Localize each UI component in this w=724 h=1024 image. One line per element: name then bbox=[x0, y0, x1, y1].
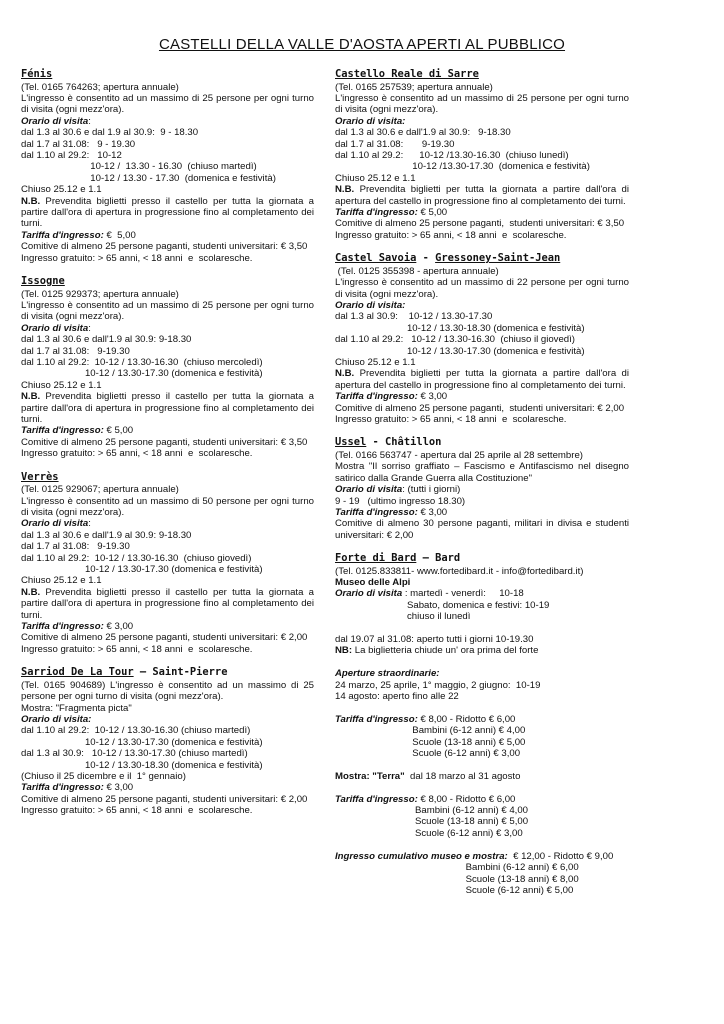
text-line: 10-12 / 13.30-17.30 (domenica e festività) bbox=[21, 736, 263, 748]
section-issogne bbox=[21, 275, 314, 460]
text-line bbox=[335, 300, 629, 311]
text-line: dal 1.7 al 31.08: 9-19.30 bbox=[21, 541, 130, 553]
value: : (tutti i giorni) bbox=[402, 484, 461, 496]
text-line bbox=[335, 577, 629, 588]
label: Mostra: "Terra" bbox=[335, 770, 405, 782]
text-line bbox=[335, 839, 629, 850]
text-line bbox=[21, 116, 314, 127]
text-line: Comitive di almeno 25 persone paganti, studenti universitari: € 2,00 bbox=[335, 402, 625, 414]
text-line: (Tel. 0165 257539; apertura annuale) bbox=[335, 81, 493, 93]
text-line: 10-12 / 13.30-18.30 (domenica e festività) bbox=[21, 759, 263, 771]
text-line: L'ingresso è consentito ad un massimo di 25 persone per ogni turno di visita (ogni mezz'ora). bbox=[21, 92, 314, 116]
text-line: Ingresso gratuito: > 65 anni, < 18 anni e scolaresche. bbox=[21, 448, 253, 460]
text-line: Chiuso 25.12 e 1.1 bbox=[21, 184, 102, 196]
label: Orario di visita bbox=[21, 518, 89, 530]
section-title-part: Sarriod De La Tour bbox=[21, 666, 134, 679]
value: dal 18 marzo al 31 agosto bbox=[404, 770, 521, 782]
text-line: Ingresso gratuito: > 65 anni, < 18 anni e scolaresche. bbox=[21, 643, 253, 655]
text-line: Comitive di almeno 25 persone paganti, studenti universitari: € 3,50 bbox=[335, 218, 625, 230]
label: Orario di visita: bbox=[335, 299, 406, 311]
text-line: 10-12 / 13.30 - 16.30 (chiuso martedì) bbox=[21, 161, 257, 173]
section-forte-di-bard-bard bbox=[335, 552, 629, 896]
text-line bbox=[335, 391, 629, 402]
text-line: (Tel. 0125 929067; apertura annuale) bbox=[21, 484, 179, 496]
text-line: dal 1.10 al 29.2: 10-12 / 13.30-16.30 (chiuso giovedì) bbox=[21, 552, 252, 564]
value: € 8,00 - Ridotto € 6,00 bbox=[417, 713, 516, 725]
label: Tariffa d'ingresso: bbox=[335, 506, 418, 518]
text-line: Scuole (13-18 anni) € 5,00 bbox=[335, 736, 526, 748]
section-castello-reale-di-sarre bbox=[335, 68, 629, 241]
label: Tariffa d'ingresso: bbox=[335, 713, 418, 725]
text-line: dal 1.10 al 29.2: 10-12 / 13.30-16.30 (chiuso mercoledì) bbox=[21, 356, 263, 368]
text-line: Ingresso gratuito: > 65 anni, < 18 anni e scolaresche. bbox=[21, 805, 253, 817]
text-line: Ingresso gratuito: > 65 anni, < 18 anni e scolaresche. bbox=[335, 229, 567, 241]
text-line: Scuole (6-12 anni) € 3,00 bbox=[335, 748, 521, 760]
text-line bbox=[335, 368, 629, 391]
text-line: Comitive di almeno 25 persone paganti, studenti universitari: € 3,50 bbox=[21, 436, 308, 448]
text-line bbox=[335, 771, 629, 782]
value: € 12,00 - Ridotto € 9,00 bbox=[507, 850, 614, 862]
text-line bbox=[335, 668, 629, 679]
section-fenis bbox=[21, 68, 314, 264]
label: Tariffa d'ingresso: bbox=[21, 782, 104, 794]
section-title-part: - bbox=[416, 252, 436, 265]
text-line bbox=[335, 207, 629, 218]
text-line: Scuole (13-18 anni) € 8,00 bbox=[335, 873, 579, 885]
section-title-part: – Bard bbox=[416, 552, 461, 565]
text-line: 10-12 /13.30-17.30 (domenica e festività) bbox=[335, 161, 590, 173]
text-line: Bambini (6-12 anni) € 6,00 bbox=[335, 862, 579, 874]
text-line: Mostra "Il sorriso graffiato – Fascismo e Antifascismo nel disegno satirico dalla Grande Guerra alla Costituzione" bbox=[335, 461, 629, 484]
section-title-part: Ussel bbox=[335, 436, 367, 449]
text-line: (Tel. 0166 563747 - apertura dal 25 aprile al 28 settembre) bbox=[335, 449, 583, 461]
text-line: dal 1.7 al 31.08: 9-19.30 bbox=[21, 345, 130, 357]
value: € 5,00 bbox=[103, 229, 136, 241]
text-line: Bambini (6-12 anni) € 4,00 bbox=[335, 725, 526, 737]
label: Orario di visita bbox=[21, 322, 89, 334]
text-line: (Tel. 0165 764263; apertura annuale) bbox=[21, 81, 179, 93]
text-line bbox=[335, 484, 629, 495]
text-line: 14 agosto: aperto fino alle 22 bbox=[335, 691, 459, 703]
value: : bbox=[88, 115, 91, 127]
text-line: Chiuso 25.12 e 1.1 bbox=[21, 575, 102, 587]
text-line: Sabato, domenica e festivi: 10-19 bbox=[335, 599, 550, 611]
label: Museo delle Alpi bbox=[335, 577, 411, 589]
text-line bbox=[335, 184, 629, 207]
text-line bbox=[21, 518, 314, 529]
label: Tariffa d'ingresso: bbox=[335, 391, 418, 403]
text-line: L'ingresso è consentito ad un massimo di 50 persone per ogni turno di visita (ogni mezz'ora). bbox=[21, 495, 314, 518]
text-line: 10-12 / 13.30-18.30 (domenica e festività) bbox=[335, 322, 585, 334]
text-line: L'ingresso è consentito ad un massimo di 25 persone per ogni turno di visita (ogni mezz'ora). bbox=[21, 299, 314, 323]
text-line bbox=[335, 714, 629, 725]
text-line: 10-12 / 13.30-17.30 (domenica e festività) bbox=[335, 345, 585, 357]
text-line bbox=[21, 323, 314, 334]
text-line: Bambini (6-12 anni) € 4,00 bbox=[335, 805, 529, 817]
text-line: Comitive di almeno 25 persone paganti, studenti universitari: € 3,50 bbox=[21, 241, 308, 253]
value: : martedì - venerdì: 10-18 bbox=[402, 588, 524, 600]
text-line bbox=[335, 702, 629, 713]
text-line: dal 1.7 al 31.08: 9 - 19.30 bbox=[21, 138, 136, 150]
value: Prevendita biglietti per tutta la giornata a partire dall'ora di apertura del castello in progressione fino al completamento dei turni. bbox=[335, 184, 629, 207]
text-line: dal 1.10 al 29.2: 10-12 /13.30-16.30 (chiuso lunedì) bbox=[335, 149, 569, 161]
page-title: CASTELLI DELLA VALLE D'AOSTA APERTI AL PUBBLICO bbox=[158, 36, 566, 53]
text-line bbox=[335, 645, 629, 656]
text-line: dal 1.3 al 30.6 e dal 1.9 al 30.9: 9 - 18.30 bbox=[21, 127, 199, 139]
text-line: L'ingresso è consentito ad un massimo di 25 persone per ogni turno di visita (ogni mezz'ora). bbox=[335, 92, 629, 116]
section-title bbox=[21, 471, 314, 484]
section-castel-savoia-gressoney-saint-jean bbox=[335, 252, 629, 425]
section-title-part: Castello Reale di Sarre bbox=[335, 68, 479, 80]
text-line bbox=[335, 657, 629, 668]
text-line bbox=[335, 794, 629, 805]
value: Prevendita biglietti presso il castello per tutta la giornata a partire dall'ora di apertura in progressione fino al completamento dei turni. bbox=[21, 195, 314, 230]
text-line bbox=[335, 588, 629, 599]
section-title-part: Issogne bbox=[21, 275, 65, 287]
text-line: (Tel. 0125 929373; apertura annuale) bbox=[21, 288, 179, 300]
text-line: 10-12 / 13.30-17.30 (domenica e festività) bbox=[21, 368, 263, 380]
text-line bbox=[335, 759, 629, 770]
label: Tariffa d'ingresso: bbox=[21, 425, 104, 437]
text-line bbox=[335, 623, 629, 634]
section-title bbox=[335, 252, 629, 265]
text-line: (Tel. 0165 904689) L'ingresso è consentito ad un massimo di 25 persone per ogni turno di visita (ogni mezz'ora). bbox=[21, 679, 314, 703]
text-line: (Tel. 0125 355398 - apertura annuale) bbox=[335, 265, 499, 277]
section-title-part: Castel Savoia bbox=[335, 252, 417, 265]
section-title-part: – Saint-Pierre bbox=[133, 666, 228, 679]
label: Tariffa d'ingresso: bbox=[21, 229, 104, 241]
section-title-part: Fénis bbox=[21, 68, 53, 80]
label: Aperture straordinarie: bbox=[335, 668, 440, 680]
value: Prevendita biglietti per tutta la giornata a partire dall'ora di apertura del castello in progressione fino al completamento dei turni. bbox=[335, 368, 629, 391]
section-title-part: - Châtillon bbox=[366, 436, 442, 449]
label: N.B. bbox=[21, 195, 41, 207]
text-line: dal 1.3 al 30.9: 10-12 / 13.30-17.30 (chiuso martedì) bbox=[21, 748, 248, 760]
value: € 8,00 - Ridotto € 6,00 bbox=[417, 793, 516, 805]
label: Orario di visita bbox=[335, 484, 403, 496]
section-title bbox=[335, 436, 629, 449]
section-title-part: Forte di Bard bbox=[335, 552, 417, 565]
text-line: Mostra: "Fragmenta picta" bbox=[21, 702, 132, 714]
value: € 3,00 bbox=[103, 782, 134, 794]
text-line: Chiuso 25.12 e 1.1 bbox=[335, 356, 416, 368]
text-line: dal 1.10 al 29.2: 10-12 / 13.30-16.30 (chiuso martedì) bbox=[21, 725, 251, 737]
text-line: 24 marzo, 25 aprile, 1° maggio, 2 giugno: 10-19 bbox=[335, 679, 541, 691]
text-line: Comitive di almeno 30 persone paganti, militari in divisa e studenti universitari: € 2,00 bbox=[335, 518, 629, 541]
label: Orario di visita bbox=[21, 115, 89, 127]
label: Tariffa d'ingresso: bbox=[335, 206, 418, 218]
text-line: Chiuso 25.12 e 1.1 bbox=[335, 172, 416, 184]
label: N.B. bbox=[335, 368, 355, 380]
text-line bbox=[335, 116, 629, 127]
value: Prevendita biglietti presso il castello per tutta la giornata a partire dall'ora di apertura in progressione fino al completamento dei turni. bbox=[21, 586, 314, 621]
text-line bbox=[21, 391, 314, 425]
text-line: (Chiuso il 25 dicembre e il 1° gennaio) bbox=[21, 770, 186, 782]
value: : bbox=[88, 518, 91, 530]
label: Tariffa d'ingresso: bbox=[335, 793, 418, 805]
text-line bbox=[335, 507, 629, 518]
text-line: Comitive di almeno 25 persone paganti, studenti universitari: € 2,00 bbox=[21, 632, 308, 644]
text-line: dal 1.7 al 31.08: 9-19.30 bbox=[335, 138, 455, 150]
text-line bbox=[21, 714, 314, 725]
label: Tariffa d'ingresso: bbox=[21, 620, 104, 632]
text-line: dal 19.07 al 31.08: aperto tutti i giorni 10-19.30 bbox=[335, 634, 534, 646]
section-title-part: Gressoney-Saint-Jean bbox=[435, 252, 561, 265]
text-line: dal 1.3 al 30.6 e dall'1.9 al 30.9: 9-18.30 bbox=[21, 529, 192, 541]
section-title bbox=[21, 275, 314, 288]
text-line: chiuso il lunedì bbox=[335, 611, 471, 623]
section-sarriod-de-la-tour-saint-pierre bbox=[21, 666, 314, 816]
label: N.B. bbox=[21, 586, 41, 598]
text-line: L'ingresso è consentito ad un massimo di 22 persone per ogni turno di visita (ogni mezz'ora). bbox=[335, 277, 629, 300]
label: NB: bbox=[335, 645, 353, 657]
text-line bbox=[21, 587, 314, 621]
label: Orario di visita bbox=[335, 588, 403, 600]
value: : bbox=[88, 322, 91, 334]
section-title bbox=[335, 68, 629, 81]
value: € 5,00 bbox=[103, 425, 134, 437]
text-line bbox=[21, 196, 314, 230]
text-line bbox=[335, 851, 629, 862]
text-line: 9 - 19 (ultimo ingresso 18.30) bbox=[335, 495, 466, 507]
text-line bbox=[335, 782, 629, 793]
text-line bbox=[21, 230, 314, 241]
label: Orario di visita: bbox=[21, 713, 92, 725]
text-line bbox=[21, 621, 314, 632]
section-title bbox=[335, 552, 629, 565]
text-line: 10-12 / 13.30 - 17.30 (domenica e festività) bbox=[21, 172, 276, 184]
text-line bbox=[21, 782, 314, 793]
text-line: dal 1.10 al 29.2: 10-12 bbox=[21, 149, 122, 161]
section-ussel-chatillon bbox=[335, 436, 629, 541]
text-line: dal 1.3 al 30.6 e dall'1.9 al 30.9: 9-18.30 bbox=[21, 334, 192, 346]
right-column bbox=[335, 68, 629, 907]
text-line: Chiuso 25.12 e 1.1 bbox=[21, 379, 102, 391]
text-line: Scuole (6-12 anni) € 5,00 bbox=[335, 884, 574, 896]
text-line: dal 1.10 al 29.2: 10-12 / 13.30-16.30 (chiuso il giovedì) bbox=[335, 334, 575, 346]
text-line: (Tel. 0125.833811- www.fortedibard.it - info@fortedibard.it) bbox=[335, 565, 584, 577]
value: € 3,00 bbox=[417, 391, 448, 403]
text-line: Comitive di almeno 25 persone paganti, studenti universitari: € 2,00 bbox=[21, 793, 308, 805]
label: Ingresso cumulativo museo e mostra: bbox=[335, 850, 508, 862]
section-title bbox=[21, 68, 314, 81]
value: € 3,00 bbox=[417, 506, 448, 518]
text-line: Ingresso gratuito: > 65 anni, < 18 anni e scolaresche. bbox=[335, 413, 567, 425]
section-title-part: Verrès bbox=[21, 470, 59, 483]
label: Orario di visita: bbox=[335, 115, 406, 127]
section-title bbox=[21, 666, 314, 679]
value: Prevendita biglietti presso il castello per tutta la giornata a partire dall'ora di apertura in progressione fino al completamento dei turni. bbox=[21, 391, 314, 425]
label: N.B. bbox=[335, 184, 355, 196]
text-line: Ingresso gratuito: > 65 anni, < 18 anni e scolaresche. bbox=[21, 252, 253, 264]
value: € 5,00 bbox=[417, 206, 448, 218]
text-line: dal 1.3 al 30.6 e dall'1.9 al 30.9: 9-18.30 bbox=[335, 127, 511, 139]
value: € 3,00 bbox=[103, 620, 134, 632]
text-line: Scuole (6-12 anni) € 3,00 bbox=[335, 827, 523, 839]
left-column bbox=[21, 68, 314, 828]
text-line: Scuole (13-18 anni) € 5,00 bbox=[335, 816, 529, 828]
text-line: dal 1.3 al 30.9: 10-12 / 13.30-17.30 bbox=[335, 311, 493, 323]
text-line bbox=[21, 425, 314, 436]
section-verres bbox=[21, 471, 314, 656]
value: La biglietteria chiude un' ora prima del forte bbox=[352, 645, 539, 657]
text-line: 10-12 / 13.30-17.30 (domenica e festività) bbox=[21, 563, 263, 575]
label: N.B. bbox=[21, 391, 41, 403]
